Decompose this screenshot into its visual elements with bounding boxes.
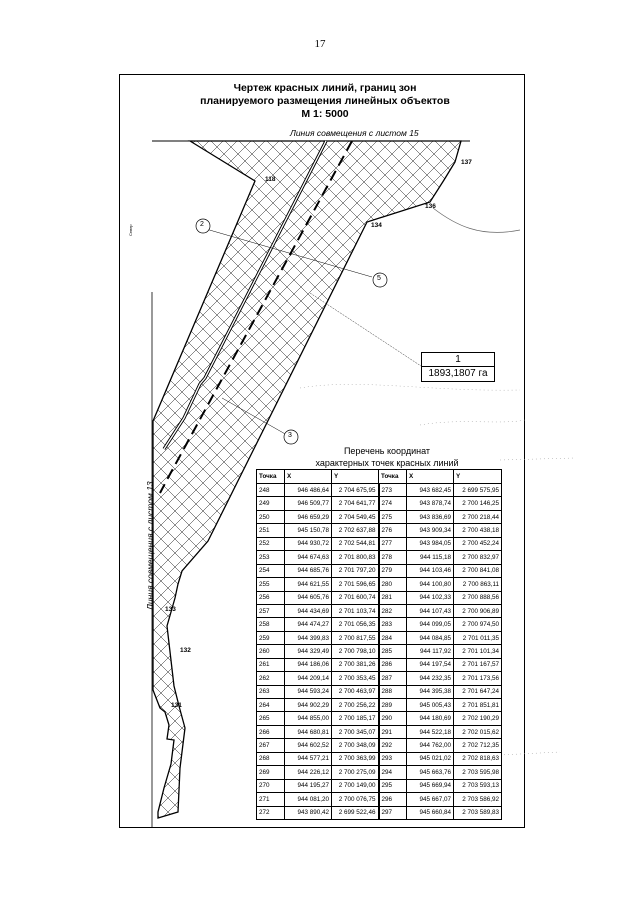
table-cell: 2 701 596,65 bbox=[332, 578, 379, 591]
table-cell: 2 702 818,63 bbox=[454, 752, 502, 765]
table-row bbox=[257, 484, 502, 497]
table-cell: 2 704 549,45 bbox=[332, 510, 379, 523]
table-cell: 944 605,76 bbox=[285, 591, 332, 604]
table-row bbox=[257, 766, 502, 779]
table-cell: 272 bbox=[257, 806, 285, 819]
table-cell: 2 701 101,34 bbox=[454, 645, 502, 658]
table-row bbox=[257, 631, 502, 644]
table-cell: 943 984,05 bbox=[407, 537, 454, 550]
table-row bbox=[257, 524, 502, 537]
table-cell: 2 702 544,81 bbox=[332, 537, 379, 550]
table-row bbox=[257, 578, 502, 591]
table-cell: 944 232,35 bbox=[407, 672, 454, 685]
point-label: 131 bbox=[171, 702, 182, 709]
table-cell: 2 700 817,55 bbox=[332, 631, 379, 644]
table-cell: 2 704 675,95 bbox=[332, 484, 379, 497]
table-cell: 946 659,29 bbox=[285, 510, 332, 523]
table-cell: 944 855,00 bbox=[285, 712, 332, 725]
table-row bbox=[257, 510, 502, 523]
table-cell: 944 115,18 bbox=[407, 551, 454, 564]
table-cell: 943 878,74 bbox=[407, 497, 454, 510]
table-cell: 2 701 647,24 bbox=[454, 685, 502, 698]
table-cell: 2 702 712,35 bbox=[454, 739, 502, 752]
table-row bbox=[257, 725, 502, 738]
table-cell: 2 701 103,74 bbox=[332, 604, 379, 617]
table-body bbox=[257, 484, 502, 820]
table-cell: 944 593,24 bbox=[285, 685, 332, 698]
table-cell: 945 150,78 bbox=[285, 524, 332, 537]
header-point: Точка bbox=[257, 470, 285, 484]
table-cell: 2 702 637,88 bbox=[332, 524, 379, 537]
table-cell: 2 703 589,83 bbox=[454, 806, 502, 819]
title-line-2: планируемого размещения линейных объектов bbox=[200, 95, 450, 107]
point-label: 132 bbox=[180, 647, 191, 654]
area-value: 1893,1807 га bbox=[422, 366, 494, 380]
table-cell: 944 197,54 bbox=[407, 658, 454, 671]
table-cell: 944 209,14 bbox=[285, 672, 332, 685]
table-cell: 2 700 863,11 bbox=[454, 578, 502, 591]
point-label: 136 bbox=[425, 203, 436, 210]
table-cell: 944 577,21 bbox=[285, 752, 332, 765]
contour-line bbox=[433, 208, 520, 232]
table-cell: 944 474,27 bbox=[285, 618, 332, 631]
table-row bbox=[257, 537, 502, 550]
table-cell: 944 329,49 bbox=[285, 645, 332, 658]
table-cell: 2 700 275,09 bbox=[332, 766, 379, 779]
table-cell: 945 667,07 bbox=[407, 793, 454, 806]
table-row bbox=[257, 685, 502, 698]
table-row bbox=[257, 591, 502, 604]
table-cell: 257 bbox=[257, 604, 285, 617]
table-row bbox=[257, 672, 502, 685]
table-cell: 2 701 851,81 bbox=[454, 699, 502, 712]
table-cell: 2 701 173,56 bbox=[454, 672, 502, 685]
table-cell: 2 700 348,09 bbox=[332, 739, 379, 752]
table-cell: 944 434,69 bbox=[285, 604, 332, 617]
table-cell: 943 890,42 bbox=[285, 806, 332, 819]
table-cell: 255 bbox=[257, 578, 285, 591]
table-title-line-2: характерных точек красных линий bbox=[315, 458, 459, 468]
table-cell: 944 117,92 bbox=[407, 645, 454, 658]
table-cell: 944 099,05 bbox=[407, 618, 454, 631]
table-cell: 2 700 974,50 bbox=[454, 618, 502, 631]
table-cell: 264 bbox=[257, 699, 285, 712]
table-cell: 2 699 522,46 bbox=[332, 806, 379, 819]
table-cell: 943 836,69 bbox=[407, 510, 454, 523]
table-row bbox=[257, 658, 502, 671]
table-row bbox=[257, 564, 502, 577]
table-cell: 2 702 190,29 bbox=[454, 712, 502, 725]
table-cell: 944 103,46 bbox=[407, 564, 454, 577]
table-cell: 2 700 841,08 bbox=[454, 564, 502, 577]
table-cell: 946 486,64 bbox=[285, 484, 332, 497]
area-label-box bbox=[421, 352, 495, 382]
table-cell: 2 700 149,00 bbox=[332, 779, 379, 792]
table-cell: 944 102,33 bbox=[407, 591, 454, 604]
page-number: 17 bbox=[314, 38, 326, 50]
title-line-scale: М 1: 5000 bbox=[301, 108, 349, 120]
table-cell: 283 bbox=[379, 618, 407, 631]
table-cell: 945 660,84 bbox=[407, 806, 454, 819]
table-cell: 2 700 353,45 bbox=[332, 672, 379, 685]
table-cell: 285 bbox=[379, 645, 407, 658]
table-cell: 945 669,94 bbox=[407, 779, 454, 792]
table-cell: 2 703 595,98 bbox=[454, 766, 502, 779]
table-cell: 944 685,76 bbox=[285, 564, 332, 577]
table-cell: 944 100,80 bbox=[407, 578, 454, 591]
table-row bbox=[257, 793, 502, 806]
table-cell: 944 195,27 bbox=[285, 779, 332, 792]
point-label: 118 bbox=[265, 176, 276, 183]
table-row bbox=[257, 806, 502, 819]
table-cell: 294 bbox=[379, 766, 407, 779]
point-label: 133 bbox=[165, 606, 176, 613]
table-cell: 279 bbox=[379, 564, 407, 577]
table-cell: 286 bbox=[379, 658, 407, 671]
header-x: X bbox=[285, 470, 332, 484]
table-cell: 2 700 832,97 bbox=[454, 551, 502, 564]
table-cell: 944 621,55 bbox=[285, 578, 332, 591]
table-cell: 2 700 798,10 bbox=[332, 645, 379, 658]
coords-table-title bbox=[262, 445, 512, 469]
table-row bbox=[257, 618, 502, 631]
table-header-row bbox=[257, 470, 502, 484]
table-cell: 251 bbox=[257, 524, 285, 537]
table-cell: 2 703 593,13 bbox=[454, 779, 502, 792]
coordinates-table bbox=[256, 469, 502, 820]
table-cell: 944 186,06 bbox=[285, 658, 332, 671]
table-cell: 265 bbox=[257, 712, 285, 725]
table-cell: 287 bbox=[379, 672, 407, 685]
table-cell: 2 701 011,35 bbox=[454, 631, 502, 644]
title-line-1: Чертеж красных линий, границ зон bbox=[233, 82, 417, 94]
table-cell: 2 700 256,22 bbox=[332, 699, 379, 712]
table-cell: 2 700 888,56 bbox=[454, 591, 502, 604]
table-cell: 2 701 800,83 bbox=[332, 551, 379, 564]
table-cell: 2 701 600,74 bbox=[332, 591, 379, 604]
table-cell: 271 bbox=[257, 793, 285, 806]
table-cell: 284 bbox=[379, 631, 407, 644]
table-row bbox=[257, 712, 502, 725]
table-cell: 944 674,63 bbox=[285, 551, 332, 564]
table-cell: 2 699 575,95 bbox=[454, 484, 502, 497]
table-cell: 944 180,69 bbox=[407, 712, 454, 725]
table-cell: 280 bbox=[379, 578, 407, 591]
table-cell: 2 702 015,62 bbox=[454, 725, 502, 738]
table-cell: 944 399,83 bbox=[285, 631, 332, 644]
table-cell: 295 bbox=[379, 779, 407, 792]
table-cell: 252 bbox=[257, 537, 285, 550]
table-cell: 943 682,45 bbox=[407, 484, 454, 497]
table-cell: 944 522,18 bbox=[407, 725, 454, 738]
north-label: Север bbox=[128, 224, 133, 236]
table-cell: 943 909,34 bbox=[407, 524, 454, 537]
table-row bbox=[257, 739, 502, 752]
table-cell: 944 107,43 bbox=[407, 604, 454, 617]
table-cell: 268 bbox=[257, 752, 285, 765]
table-cell: 2 700 363,99 bbox=[332, 752, 379, 765]
table-cell: 944 395,38 bbox=[407, 685, 454, 698]
table-cell: 291 bbox=[379, 725, 407, 738]
table-row bbox=[257, 645, 502, 658]
table-cell: 2 700 381,26 bbox=[332, 658, 379, 671]
table-cell: 293 bbox=[379, 752, 407, 765]
table-cell: 263 bbox=[257, 685, 285, 698]
table-cell: 262 bbox=[257, 672, 285, 685]
table-cell: 292 bbox=[379, 739, 407, 752]
table-cell: 944 084,85 bbox=[407, 631, 454, 644]
table-row bbox=[257, 699, 502, 712]
table-cell: 254 bbox=[257, 564, 285, 577]
callout-label: 2 bbox=[200, 221, 204, 228]
header-x-2: X bbox=[407, 470, 454, 484]
table-cell: 2 700 452,24 bbox=[454, 537, 502, 550]
table-cell: 261 bbox=[257, 658, 285, 671]
table-row bbox=[257, 604, 502, 617]
table-cell: 249 bbox=[257, 497, 285, 510]
table-cell: 282 bbox=[379, 604, 407, 617]
table-cell: 945 021,02 bbox=[407, 752, 454, 765]
table-cell: 290 bbox=[379, 712, 407, 725]
table-cell: 2 700 438,18 bbox=[454, 524, 502, 537]
table-cell: 259 bbox=[257, 631, 285, 644]
table-cell: 2 700 463,97 bbox=[332, 685, 379, 698]
table-cell: 274 bbox=[379, 497, 407, 510]
table-title-line-1: Перечень координат bbox=[343, 446, 431, 456]
header-point-2: Точка bbox=[379, 470, 407, 484]
callout-label: 3 bbox=[288, 432, 292, 439]
table-row bbox=[257, 497, 502, 510]
callout-label: 5 bbox=[377, 275, 381, 282]
header-y: Y bbox=[332, 470, 379, 484]
table-row bbox=[257, 752, 502, 765]
table-cell: 2 704 641,77 bbox=[332, 497, 379, 510]
table-cell: 256 bbox=[257, 591, 285, 604]
table-cell: 945 005,43 bbox=[407, 699, 454, 712]
table-cell: 250 bbox=[257, 510, 285, 523]
table-row bbox=[257, 551, 502, 564]
table-cell: 946 509,77 bbox=[285, 497, 332, 510]
table-cell: 2 701 167,57 bbox=[454, 658, 502, 671]
table-cell: 270 bbox=[257, 779, 285, 792]
table-cell: 266 bbox=[257, 725, 285, 738]
table-cell: 269 bbox=[257, 766, 285, 779]
table-cell: 944 762,00 bbox=[407, 739, 454, 752]
table-row bbox=[257, 779, 502, 792]
table-cell: 944 081,20 bbox=[285, 793, 332, 806]
table-cell: 2 701 056,35 bbox=[332, 618, 379, 631]
table-cell: 944 602,52 bbox=[285, 739, 332, 752]
table-cell: 2 700 345,07 bbox=[332, 725, 379, 738]
area-number: 1 bbox=[455, 354, 461, 365]
table-cell: 2 701 797,20 bbox=[332, 564, 379, 577]
point-label: 137 bbox=[461, 159, 472, 166]
table-cell: 296 bbox=[379, 793, 407, 806]
table-cell: 289 bbox=[379, 699, 407, 712]
table-cell: 253 bbox=[257, 551, 285, 564]
sheet-left-label: Линия совмещения с листом 13 bbox=[145, 481, 155, 610]
table-cell: 267 bbox=[257, 739, 285, 752]
header-y-2: Y bbox=[454, 470, 502, 484]
table-cell: 275 bbox=[379, 510, 407, 523]
table-cell: 944 226,12 bbox=[285, 766, 332, 779]
table-cell: 944 930,72 bbox=[285, 537, 332, 550]
table-cell: 273 bbox=[379, 484, 407, 497]
drawing-title bbox=[140, 82, 510, 121]
table-cell: 288 bbox=[379, 685, 407, 698]
table-cell: 944 902,29 bbox=[285, 699, 332, 712]
table-cell: 2 700 146,25 bbox=[454, 497, 502, 510]
point-label: 134 bbox=[371, 222, 382, 229]
table-cell: 277 bbox=[379, 537, 407, 550]
table-cell: 260 bbox=[257, 645, 285, 658]
table-cell: 248 bbox=[257, 484, 285, 497]
table-cell: 276 bbox=[379, 524, 407, 537]
table-cell: 944 680,81 bbox=[285, 725, 332, 738]
table-cell: 2 700 185,17 bbox=[332, 712, 379, 725]
table-cell: 2 700 076,75 bbox=[332, 793, 379, 806]
table-cell: 2 700 906,89 bbox=[454, 604, 502, 617]
table-cell: 281 bbox=[379, 591, 407, 604]
table-cell: 278 bbox=[379, 551, 407, 564]
table-cell: 2 703 586,92 bbox=[454, 793, 502, 806]
table-cell: 258 bbox=[257, 618, 285, 631]
table-cell: 945 663,76 bbox=[407, 766, 454, 779]
sheet-top-label: Линия совмещения с листом 15 bbox=[290, 128, 419, 138]
table-cell: 297 bbox=[379, 806, 407, 819]
table-cell: 2 700 218,44 bbox=[454, 510, 502, 523]
